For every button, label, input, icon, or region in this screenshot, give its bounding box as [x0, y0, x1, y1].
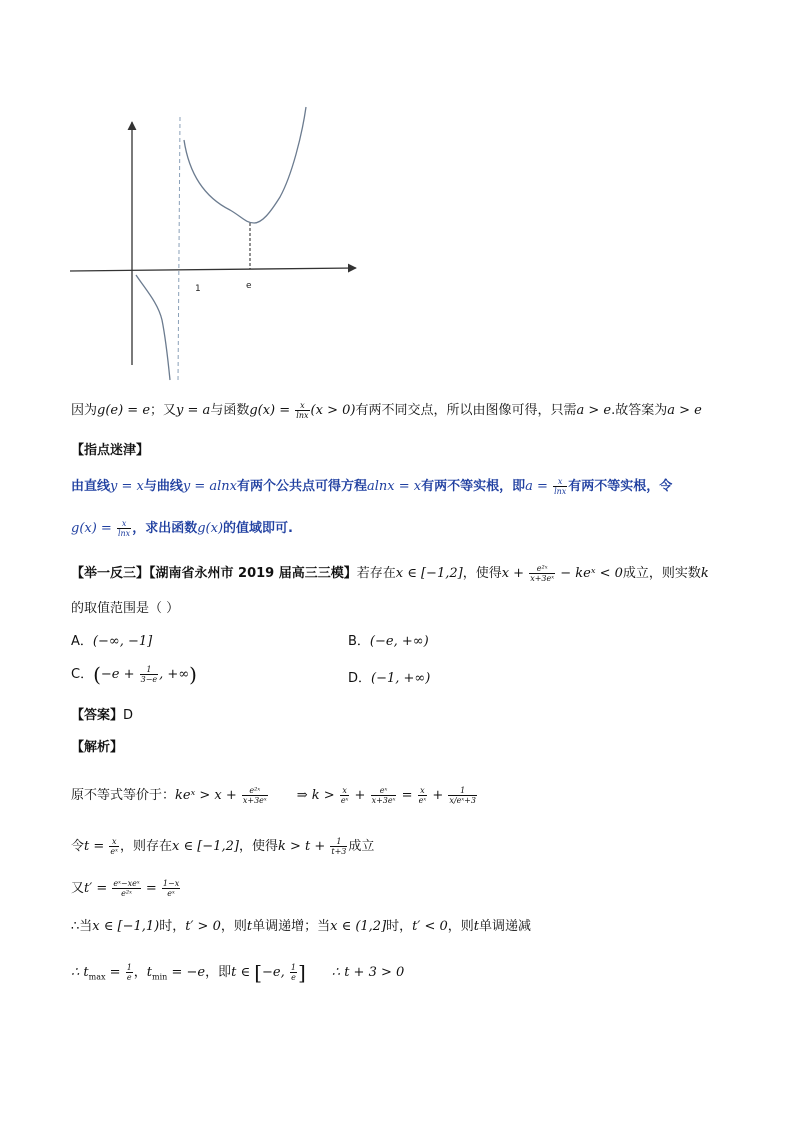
solution-step-2 — [71, 837, 374, 856]
solution-step-1 — [71, 786, 478, 805]
option-value: −e + — [100, 667, 139, 682]
math: a = — [525, 479, 553, 494]
math: t = — [84, 839, 109, 854]
math: y = x — [110, 479, 144, 494]
text: 成立 — [348, 839, 375, 854]
option-c[interactable] — [71, 662, 197, 687]
tick-label-e: e — [246, 281, 252, 291]
math: t — [146, 965, 153, 980]
option-value: (−1, +∞) — [371, 671, 431, 686]
question-line-1 — [71, 564, 709, 583]
text: 单调递增；当 — [252, 919, 331, 934]
text: ，则 — [220, 919, 247, 934]
math: x ∈ [−1,2] — [395, 566, 463, 581]
option-value: (−∞, −1] — [92, 634, 153, 649]
text: 若存在 — [356, 566, 396, 581]
text: 时， — [159, 919, 186, 934]
fraction: $\frac{1}{e}$ — [290, 963, 296, 982]
fraction: $\frac{x}{\text{eˣ}}$ — [418, 786, 427, 805]
option-a[interactable] — [71, 633, 152, 651]
math: a > e — [667, 403, 702, 418]
x-axis — [70, 268, 356, 271]
math: + — [350, 788, 370, 803]
question-line-2: 的取值范围是（ ） — [71, 601, 180, 616]
text: 有两不等实根，即 — [421, 479, 526, 494]
math: x ∈ [−1,1) — [92, 919, 160, 934]
math: keˣ > x + — [175, 788, 241, 803]
solution-step-3 — [71, 879, 181, 898]
math: y = a — [176, 403, 211, 418]
math: y = alnx — [182, 479, 237, 494]
math: t′ < 0 — [412, 919, 448, 934]
option-label: B． — [348, 634, 370, 649]
tip-line-2 — [71, 519, 293, 538]
question-source: 【湖南省永州市 2019 届高三三模】 — [149, 566, 357, 581]
subscript: max — [88, 972, 106, 982]
answer-line — [71, 707, 133, 725]
fraction: $\frac{1-x}{\text{eˣ}}$ — [162, 879, 180, 898]
math: ∴ t + 3 > 0 — [331, 965, 405, 980]
fraction: $\frac{x}{\ln x}$ — [117, 519, 131, 538]
text: ，即 — [205, 965, 232, 980]
tick-label-one: 1 — [195, 284, 201, 294]
fraction: $\frac{\text{eˣ−xeˣ}}{\text{e²ˣ}}$ — [113, 879, 140, 898]
subscript: min — [152, 972, 168, 982]
fraction: $\frac{\text{e²ˣ}}{\text{x+3eˣ}}$ — [242, 786, 267, 805]
math: g(x) = — [71, 521, 116, 536]
text: ，则存在 — [119, 839, 172, 854]
curve-left-branch — [136, 275, 170, 380]
math: k — [700, 566, 709, 581]
fraction: $\frac{1}{t+3}$ — [331, 837, 347, 856]
math: + — [428, 788, 448, 803]
math: x + — [501, 566, 529, 581]
option-b[interactable] — [348, 633, 429, 651]
bracket: [ — [254, 960, 263, 985]
option-d[interactable] — [348, 670, 430, 688]
option-label: D． — [348, 671, 372, 686]
fraction: $\frac{\text{e²ˣ}}{\text{x+3eˣ}}$ — [530, 564, 555, 583]
math: t′ = — [84, 881, 112, 896]
text: 有两个公共点可得方程 — [237, 479, 368, 494]
bracket: ] — [297, 960, 306, 985]
analysis-label: 【解析】 — [71, 740, 124, 755]
text: ；又 — [150, 403, 177, 418]
fraction: $\frac{x}{\ln x}$ — [296, 401, 309, 420]
math: (x > 0) — [310, 403, 356, 418]
text: 单调递减 — [479, 919, 532, 934]
math: g(e) = e — [97, 403, 151, 418]
paren: ( — [93, 662, 101, 687]
math: ∴ t — [71, 965, 89, 980]
math: a > e — [576, 403, 612, 418]
curve-right-branch — [184, 107, 306, 223]
answer-label: 【答案】 — [71, 708, 124, 723]
math: alnx = x — [367, 479, 422, 494]
function-graph — [60, 105, 370, 390]
math: t — [473, 919, 480, 934]
math: −e, — [262, 965, 289, 980]
tip-line-1 — [71, 477, 672, 496]
math: g(x) = — [249, 403, 295, 418]
option-value: , +∞ — [159, 667, 190, 682]
math: g(x) — [197, 521, 224, 536]
conclusion-line — [71, 401, 702, 420]
fraction: $\frac{1}{\text{x/eˣ+3}}$ — [449, 786, 476, 805]
text: 由直线 — [71, 479, 111, 494]
option-value: (−e, +∞) — [369, 634, 429, 649]
fraction: $\frac{x}{\ln x}$ — [554, 477, 567, 496]
tip-heading: 【指点迷津】 — [71, 443, 150, 458]
math: x ∈ (1,2] — [330, 919, 387, 934]
text: 成立，则实数 — [622, 566, 701, 581]
text: 与函数 — [210, 403, 250, 418]
text: 有两不等实根，令 — [568, 479, 673, 494]
text: ， — [133, 965, 147, 980]
math: = — [397, 788, 417, 803]
math: t′ > 0 — [185, 919, 221, 934]
text: 原不等式等价于： — [71, 788, 176, 803]
text: 又 — [71, 881, 85, 896]
math: − keˣ < 0 — [556, 566, 623, 581]
solution-step-4 — [71, 918, 531, 936]
text: ，使得 — [238, 839, 278, 854]
solution-step-5 — [71, 960, 405, 987]
text: ，使得 — [462, 566, 502, 581]
option-label: C． — [71, 667, 94, 682]
text: 令 — [71, 839, 85, 854]
text: 与曲线 — [143, 479, 183, 494]
text: 有两不同交点，所以由图像可得，只需 — [355, 403, 577, 418]
fraction: $\frac{x}{\text{eˣ}}$ — [110, 837, 118, 856]
fraction: $\frac{\text{eˣ}}{\text{x+3eˣ}}$ — [371, 786, 396, 805]
text: ，则 — [447, 919, 474, 934]
option-label: A． — [71, 634, 93, 649]
math: t — [246, 919, 253, 934]
text: ∴当 — [71, 919, 93, 934]
text: ，求出函数 — [132, 521, 198, 536]
math: t ∈ — [231, 965, 255, 980]
math: = — [105, 965, 125, 980]
fraction: $\frac{1}{3-e}$ — [140, 665, 158, 684]
fraction: $\frac{1}{e}$ — [126, 963, 132, 982]
math: = — [141, 881, 161, 896]
math: x ∈ [−1,2] — [172, 839, 239, 854]
math: k > t + — [277, 839, 330, 854]
answer-value: D — [123, 708, 134, 723]
fraction: $\frac{x}{\text{eˣ}}$ — [340, 786, 349, 805]
text: 的值域即可. — [223, 521, 293, 536]
text: 时， — [386, 919, 413, 934]
asymptote-line — [178, 117, 180, 383]
math: ⇒ k > — [296, 788, 339, 803]
paren: ) — [189, 662, 197, 687]
text: 因为 — [71, 403, 98, 418]
math: = −e — [167, 965, 206, 980]
question-tag: 【举一反三】 — [71, 566, 150, 581]
text: .故答案为 — [611, 403, 668, 418]
